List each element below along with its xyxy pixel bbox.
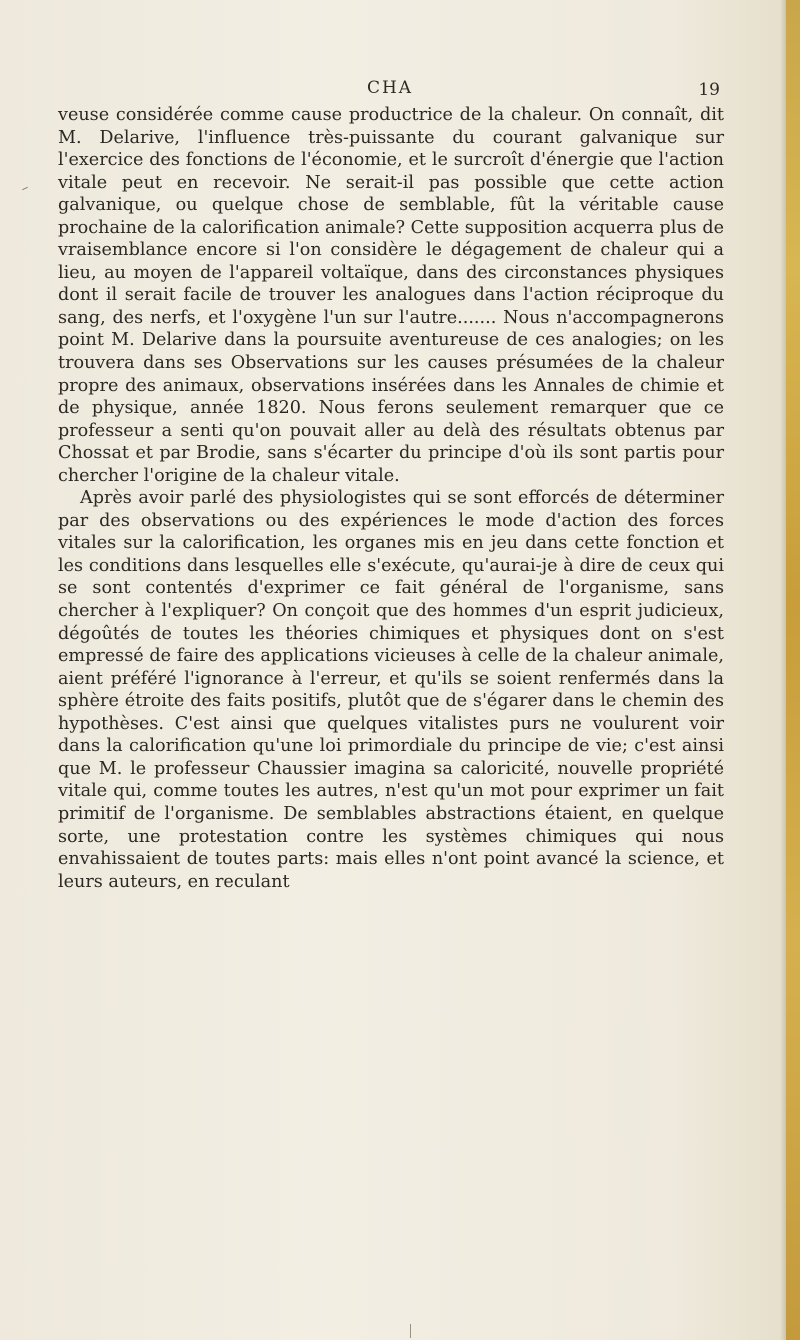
page-number: 19 bbox=[698, 80, 720, 100]
book-edge bbox=[786, 0, 800, 1340]
running-head: CHA bbox=[366, 78, 414, 98]
page-header bbox=[60, 78, 720, 102]
body-text bbox=[58, 104, 724, 893]
margin-mark bbox=[22, 187, 28, 190]
paragraph-1: veuse considérée comme cause productrice de la chaleur. On connaît, dit M. Delarive, l'influence très-puissante du courant galvanique sur l'exercice des fonctions de l'économie, et le surcroît d'énergie que l'action vitale peut en recevoir. Ne serait-il pas possible que cette action galvanique, ou quelque chose de semblable, fût la véritable cause prochaine de la calorification animale? Cette supposition acquerra plus de vraisemblance encore si l'on considère le dégagement de chaleur qui a lieu, au moyen de l'appareil voltaïque, dans des circonstances physiques dont il serait facile de trouver les analogues dans l'action réciproque du sang, des nerfs, et l'oxygène l'un sur l'autre....... Nous n'accompagnerons point M. Delarive dans la poursuite aventureuse de ces analogies; on les trouvera dans ses Observations sur les causes présumées de la chaleur propre des animaux, observations insérées dans les Annales de chimie et de physique, année 1820. Nous ferons seulement remarquer que ce professeur a senti qu'on pouvait aller au delà des résultats obtenus par Chossat et par Brodie, sans s'écarter du principe d'où ils sont partis pour chercher l'origine de la chaleur vitale. bbox=[58, 105, 724, 486]
bottom-mark bbox=[410, 1324, 411, 1338]
paragraph-2: Après avoir parlé des physiologistes qui se sont efforcés de déterminer par des observations ou des expériences le mode d'action des forces vitales sur la calorification, les organes mis en jeu dans cette fonction et les conditions dans lesquelles elle s'exécute, qu'aurai-je à dire de ceux qui se sont contentés d'exprimer ce fait général de l'organisme, sans chercher à l'expliquer? On conçoit que des hommes d'un esprit judicieux, dégoûtés de toutes les théories chimiques et physiques dont on s'est empressé de faire des applications vicieuses à celle de la chaleur animale, aient préféré l'ignorance à l'erreur, et qu'ils se soient renfermés dans la sphère étroite des faits positifs, plutôt que de s'égarer dans le chemin des hypothèses. C'est ainsi que quelques vitalistes purs ne voulurent voir dans la calorification qu'une loi primordiale du principe de vie; c'est ainsi que M. le professeur Chaussier imagina sa caloricité, nouvelle propriété vitale qui, comme toutes les autres, n'est qu'un mot pour exprimer un fait primitif de l'organisme. De semblables abstractions étaient, en quelque sorte, une protestation contre les systèmes chimiques qui nous envahissaient de toutes parts: mais elles n'ont point avancé la science, et leurs auteurs, en reculant bbox=[58, 488, 724, 892]
